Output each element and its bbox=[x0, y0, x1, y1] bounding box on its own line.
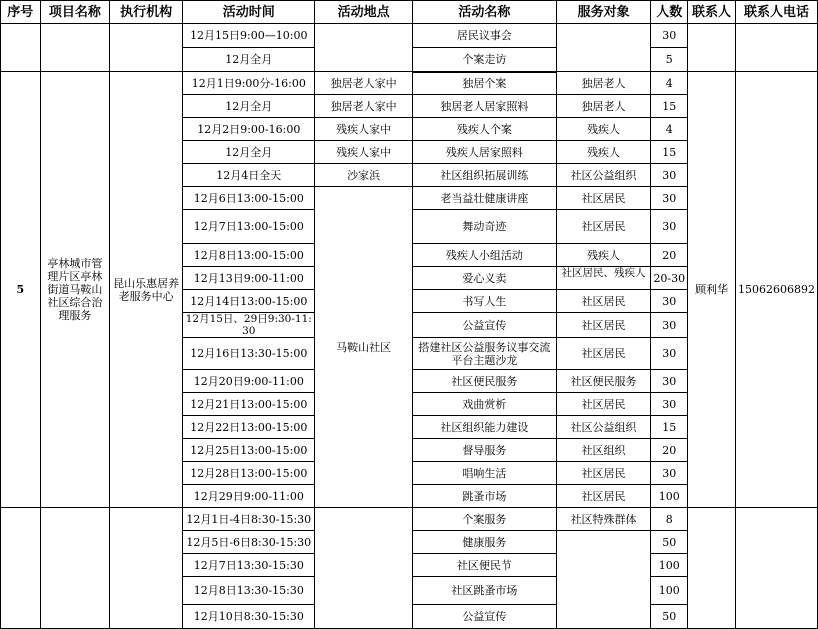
b-count-3: 15 bbox=[651, 141, 688, 164]
b-name-17: 跳蚤市场 bbox=[413, 485, 557, 508]
b-count-16: 30 bbox=[651, 462, 688, 485]
b-time-5: 12月6日13:00-15:00 bbox=[183, 187, 315, 210]
b-name-14: 社区组织能力建设 bbox=[413, 416, 557, 439]
b-place-3: 残疾人家中 bbox=[315, 141, 413, 164]
c-contact bbox=[688, 508, 736, 629]
b-name-4: 社区组织拓展训练 bbox=[413, 164, 557, 187]
b-target-13: 社区居民 bbox=[556, 393, 651, 416]
b-time-15: 12月25日13:00-15:00 bbox=[183, 439, 315, 462]
b-name-0: 独居个案 bbox=[413, 72, 557, 95]
header-activity: 活动名称 bbox=[413, 1, 557, 24]
header-seq: 序号 bbox=[1, 1, 41, 24]
b-name-9: 书写人生 bbox=[413, 290, 557, 313]
a-name-1: 个案走访 bbox=[413, 48, 557, 72]
b-time-6: 12月7日13:00-15:00 bbox=[183, 210, 315, 244]
header-row bbox=[1, 1, 818, 24]
b-count-4: 30 bbox=[651, 164, 688, 187]
header-time: 活动时间 bbox=[183, 1, 315, 24]
b-time-13: 12月21日13:00-15:00 bbox=[183, 393, 315, 416]
a-time-1: 12月全月 bbox=[183, 48, 315, 72]
b-time-7: 12月8日13:00-15:00 bbox=[183, 244, 315, 267]
b-count-15: 20 bbox=[651, 439, 688, 462]
b-time-14: 12月22日13:00-15:00 bbox=[183, 416, 315, 439]
b-target-11: 社区居民 bbox=[556, 338, 651, 370]
b-count-12: 30 bbox=[651, 370, 688, 393]
c-seq bbox=[1, 508, 41, 629]
a-name-0: 居民议事会 bbox=[413, 24, 557, 48]
header-project: 项目名称 bbox=[40, 1, 109, 24]
c-time-4: 12月10日8:30-15:30 bbox=[183, 605, 315, 629]
b-count-17: 100 bbox=[651, 485, 688, 508]
c-target-rest bbox=[556, 531, 651, 629]
c-count-3: 100 bbox=[651, 577, 688, 605]
b-target-0: 独居老人 bbox=[556, 72, 651, 95]
b-count-10: 30 bbox=[651, 313, 688, 338]
b-time-11: 12月16日13:30-15:00 bbox=[183, 338, 315, 370]
c-time-3: 12月8日13:30-15:30 bbox=[183, 577, 315, 605]
c-target-0: 社区特殊群体 bbox=[556, 508, 651, 531]
b-target-7: 残疾人 bbox=[556, 244, 651, 267]
header-count: 人数 bbox=[651, 1, 688, 24]
a-count-1: 5 bbox=[651, 48, 688, 72]
b-count-9: 30 bbox=[651, 290, 688, 313]
c-agency bbox=[110, 508, 183, 629]
b-target-4: 社区公益组织 bbox=[556, 164, 651, 187]
b-target-3: 残疾人 bbox=[556, 141, 651, 164]
c-project bbox=[40, 508, 109, 629]
c-count-4: 50 bbox=[651, 605, 688, 629]
b-count-2: 4 bbox=[651, 118, 688, 141]
table-row bbox=[1, 72, 818, 95]
a-phone bbox=[735, 24, 817, 72]
c-count-1: 50 bbox=[651, 531, 688, 554]
b-target-2: 残疾人 bbox=[556, 118, 651, 141]
b-name-15: 督导服务 bbox=[413, 439, 557, 462]
a-agency bbox=[110, 24, 183, 72]
b-time-1: 12月全月 bbox=[183, 95, 315, 118]
c-name-0: 个案服务 bbox=[413, 508, 557, 531]
project-seq: 5 bbox=[1, 72, 41, 508]
b-target-1: 独居老人 bbox=[556, 95, 651, 118]
b-target-16: 社区居民 bbox=[556, 462, 651, 485]
b-count-0: 4 bbox=[651, 72, 688, 95]
b-name-3: 残疾人居家照料 bbox=[413, 141, 557, 164]
b-time-12: 12月20日9:00-11:00 bbox=[183, 370, 315, 393]
b-target-12: 社区便民服务 bbox=[556, 370, 651, 393]
b-target-15: 社区组织 bbox=[556, 439, 651, 462]
b-count-13: 30 bbox=[651, 393, 688, 416]
contact-name: 顾利华 bbox=[688, 72, 736, 508]
c-count-2: 100 bbox=[651, 554, 688, 577]
b-count-14: 15 bbox=[651, 416, 688, 439]
a-target bbox=[556, 24, 651, 72]
b-target-5: 社区居民 bbox=[556, 187, 651, 210]
b-count-1: 15 bbox=[651, 95, 688, 118]
b-count-7: 20 bbox=[651, 244, 688, 267]
b-target-6: 社区居民 bbox=[556, 210, 651, 244]
a-project bbox=[40, 24, 109, 72]
b-target-9: 社区居民 bbox=[556, 290, 651, 313]
header-target: 服务对象 bbox=[556, 1, 651, 24]
b-target-14: 社区公益组织 bbox=[556, 416, 651, 439]
shared-place: 马鞍山社区 bbox=[315, 187, 413, 508]
b-time-3: 12月全月 bbox=[183, 141, 315, 164]
b-name-8: 爱心义卖 bbox=[413, 267, 557, 290]
table-row bbox=[1, 24, 818, 48]
a-seq bbox=[1, 24, 41, 72]
b-name-7: 残疾人小组活动 bbox=[413, 244, 557, 267]
header-place: 活动地点 bbox=[315, 1, 413, 24]
header-agency: 执行机构 bbox=[110, 1, 183, 24]
c-time-2: 12月7日13:30-15:30 bbox=[183, 554, 315, 577]
c-phone bbox=[735, 508, 817, 629]
b-target-10: 社区居民 bbox=[556, 313, 651, 338]
b-count-5: 30 bbox=[651, 187, 688, 210]
c-name-3: 社区跳蚤市场 bbox=[413, 577, 557, 605]
b-time-0: 12月1日9:00分-16:00 bbox=[183, 72, 315, 95]
a-count-0: 30 bbox=[651, 24, 688, 48]
header-phone: 联系人电话 bbox=[735, 1, 817, 24]
b-place-1: 独居老人家中 bbox=[315, 95, 413, 118]
contact-phone: 15062606892 bbox=[735, 72, 817, 508]
c-name-2: 社区便民节 bbox=[413, 554, 557, 577]
b-time-8: 12月13日9:00-11:00 bbox=[183, 267, 315, 290]
b-name-6: 舞动奇迹 bbox=[413, 210, 557, 244]
b-time-16: 12月28日13:00-15:00 bbox=[183, 462, 315, 485]
a-time-0: 12月15日9:00—10:00 bbox=[183, 24, 315, 48]
c-name-4: 公益宣传 bbox=[413, 605, 557, 629]
b-time-2: 12月2日9:00-16:00 bbox=[183, 118, 315, 141]
project-agency: 昆山乐惠居养老服务中心 bbox=[110, 72, 183, 508]
b-count-8: 20-30 bbox=[651, 267, 688, 290]
b-time-17: 12月29日9:00-11:00 bbox=[183, 485, 315, 508]
b-target-17: 社区居民 bbox=[556, 485, 651, 508]
a-contact bbox=[688, 24, 736, 72]
c-time-1: 12月5日-6日8:30-15:30 bbox=[183, 531, 315, 554]
b-name-2: 残疾人个案 bbox=[413, 118, 557, 141]
b-name-13: 戏曲赏析 bbox=[413, 393, 557, 416]
c-name-1: 健康服务 bbox=[413, 531, 557, 554]
a-place bbox=[315, 24, 413, 72]
b-name-12: 社区便民服务 bbox=[413, 370, 557, 393]
b-place-2: 残疾人家中 bbox=[315, 118, 413, 141]
b-name-16: 唱响生活 bbox=[413, 462, 557, 485]
header-contact: 联系人 bbox=[688, 1, 736, 24]
c-time-0: 12月1日-4日8:30-15:30 bbox=[183, 508, 315, 531]
b-count-6: 30 bbox=[651, 210, 688, 244]
b-name-5: 老当益壮健康讲座 bbox=[413, 187, 557, 210]
project-name: 亭林城市管理片区亭林街道马鞍山社区综合治理服务 bbox=[40, 72, 109, 508]
c-count-0: 8 bbox=[651, 508, 688, 531]
b-place-0: 独居老人家中 bbox=[315, 72, 413, 95]
c-place bbox=[315, 508, 413, 629]
b-time-10: 12月15日、29日9:30-11:30 bbox=[183, 313, 315, 338]
b-name-1: 独居老人居家照料 bbox=[413, 95, 557, 118]
b-time-4: 12月4日全天 bbox=[183, 164, 315, 187]
b-name-11: 搭建社区公益服务议事交流平台主题沙龙 bbox=[413, 338, 557, 370]
table-row bbox=[1, 508, 818, 531]
b-count-11: 30 bbox=[651, 338, 688, 370]
b-time-9: 12月14日13:00-15:00 bbox=[183, 290, 315, 313]
b-name-10: 公益宣传 bbox=[413, 313, 557, 338]
b-target-8: 社区居民、残疾人 bbox=[556, 267, 651, 290]
b-place-4: 沙家浜 bbox=[315, 164, 413, 187]
